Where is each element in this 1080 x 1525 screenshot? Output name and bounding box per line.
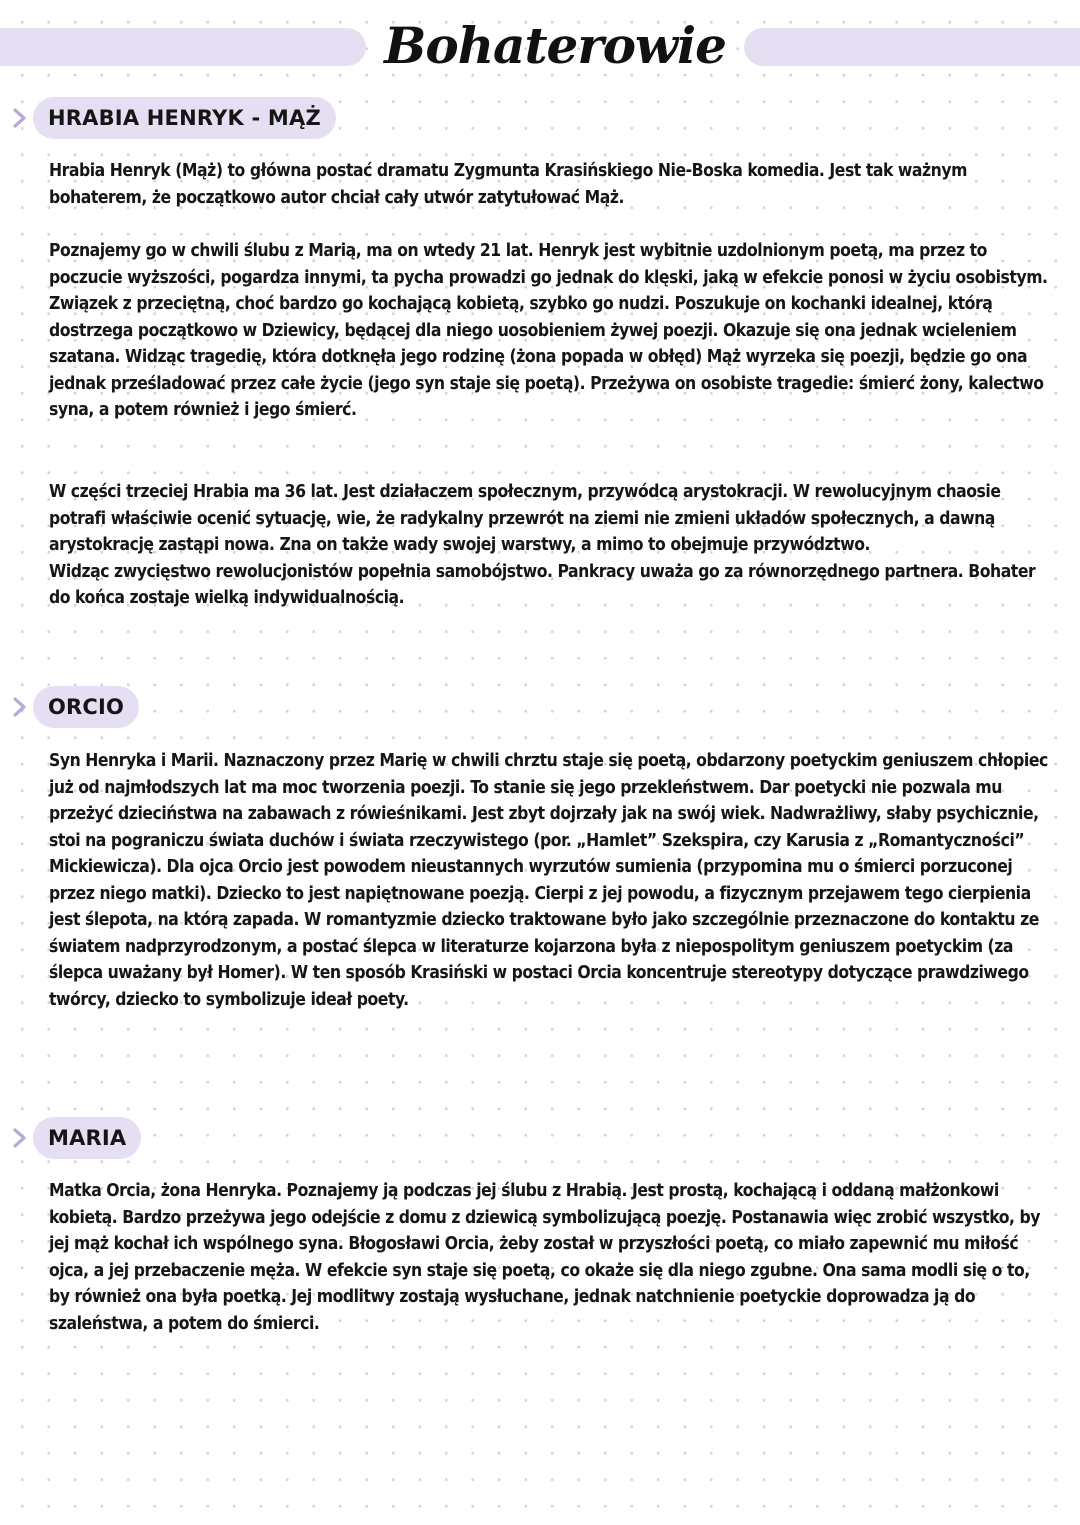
title-decor-bar-left	[0, 28, 366, 66]
chevron-right-icon	[10, 1127, 30, 1149]
paragraph: Matka Orcia, żona Henryka. Poznajemy ją podczas jej ślubu z Hrabią. Jest prostą, kochającą i oddaną małżonkowi kobietą. Bardzo przeżywa jego odejście z domu z dziewicą symbolizującą poezję. Postanawia więc zrobić wszystko, by jej mąż kochał ich wspólnego syna. Błogosławi Orcia, żeby został w przyszłości poetą, co miało zapewnić mu miłość ojca, a jej przebaczenie męża. W efekcie syn staje się poetą, co okaże się dla niego zgubne. Ona sama modli się o to, by również ona była poetką. Jej modlitwy zostają wysłuchane, jednak natchnienie poetyckie doprowadza ją do szaleństwa, a potem do śmierci.	[49, 1181, 1040, 1334]
title-decor-bar-right	[744, 28, 1080, 66]
section-heading-row	[0, 97, 1080, 139]
section-heading-row	[0, 686, 1080, 728]
paragraph: W części trzeciej Hrabia ma 36 lat. Jest działaczem społecznym, przywódcą arystokracji. W rewolucyjnym chaosie potrafi właściwie ocenić sytuację, wie, że radykalny przewrót na ziemi nie zmieni układów społecznych, a dawną arystokrację zastąpi nowa. Zna on także wady swojej warstwy, a mimo to obejmuje przywództwo. Widząc zwycięstwo rewolucjonistów popełnia samobójstwo. Pankracy uważa go za równorzędnego partnera. Bohater do końca zostaje wielką indywidualnością.	[49, 482, 1036, 608]
page-title: Bohaterowie	[384, 16, 726, 75]
section-maria	[0, 1117, 1080, 1387]
section-hrabia-henryk	[0, 97, 1080, 657]
paragraph: Syn Henryka i Marii. Naznaczony przez Marię w chwili chrztu staje się poetą, obdarzony poetyckim geniuszem chłopiec już od najmłodszych lat ma moc tworzenia poezji. To stanie się jego przekleństwem. Dar poetycki nie pozwala mu przeżyć dzieciństwa na zabawach z rówieśnikami. Jest zbyt dojrzały jak na swój wiek. Nadwrażliwy, słaby psychicznie, stoi na pograniczu świata duchów i świata rzeczywistego (por. „Hamlet” Szekspira, czy Karusia z „Romantyczności” Mickiewicza). Dla ojca Orcio jest powodem nieustannych wyrzutów sumienia (przypomina mu o śmierci porzuconej przez niego matki). Dziecko to jest napiętnowane poezją. Cierpi z jej powodu, a fizycznym przejawem tego cierpienia jest ślepota, na którą zapada. W romantyzmie dziecko traktowane było jako szczególnie przeznaczone do kontaktu ze światem nadprzyrodzonym, a postać ślepca w literaturze kojarzona była z niepospolitym geniuszem poetyckim (za ślepca uważany był Homer). W ten sposób Krasiński w postaci Orcia koncentruje stereotypy dotyczące prawdziwego twórcy, dziecko to symbolizuje ideał poety.	[49, 751, 1048, 1010]
chevron-right-icon	[10, 696, 30, 718]
chevron-right-icon	[10, 107, 30, 129]
section-heading: MARIA	[33, 1117, 141, 1159]
section-heading: ORCIO	[33, 686, 139, 728]
section-orcio	[0, 686, 1080, 1086]
paragraph: Poznajemy go w chwili ślubu z Marią, ma on wtedy 21 lat. Henryk jest wybitnie uzdolnionym poetą, ma przez to poczucie wyższości, pogardza innymi, ta pycha prowadzi go jednak do klęski, jaką w efekcie ponosi w życiu osobistym. Związek z przeciętną, choć bardzo go kochającą kobietą, szybko go nudzi. Poszukuje on kochanki idealnej, którą dostrzega początkowo w Dziewicy, będącej dla niego uosobieniem żywej poezji. Okazuje się ona jednak wcieleniem szatana. Widząc tragedię, która dotknęła jego rodzinę (żona popada w obłęd) Mąż wyrzeka się poezji, będzie go ona jednak prześladować przez całe życie (jego syn staje się poetą). Przeżywa on osobiste tragedie: śmierć żony, kalectwo syna, a potem również i jego śmierć.	[49, 241, 1048, 420]
section-heading: HRABIA HENRYK - MĄŻ	[33, 97, 336, 139]
section-heading-row	[0, 1117, 1080, 1159]
paragraph: Hrabia Henryk (Mąż) to główna postać dramatu Zygmunta Krasińskiego Nie-Boska komedia. Jest tak ważnym bohaterem, że początkowo autor chciał cały utwór zatytułować Mąż.	[49, 161, 967, 208]
